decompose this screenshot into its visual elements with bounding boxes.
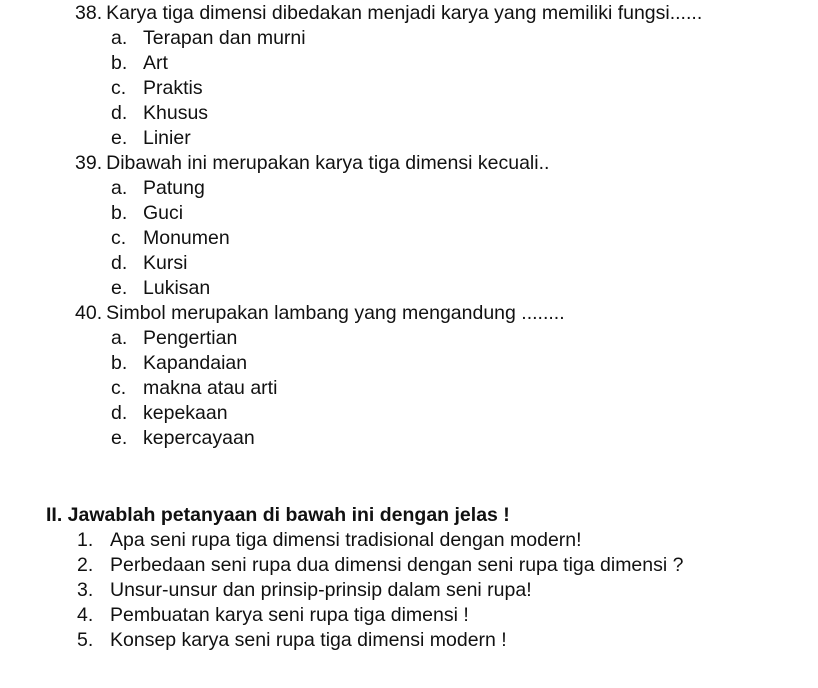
option-text: Guci (143, 202, 184, 224)
essay-text: Apa seni rupa tiga dimensi tradisional dengan modern! (110, 529, 582, 551)
option-text: Praktis (143, 77, 203, 99)
option-letter: b. (111, 352, 128, 374)
question-40 (75, 301, 565, 326)
question-text: Simbol merupakan lambang yang mengandung ........ (106, 302, 565, 324)
option-letter: c. (111, 77, 127, 99)
option-text: Monumen (143, 227, 230, 249)
option-38-d (111, 101, 208, 126)
option-39-a (111, 176, 205, 201)
option-39-c (111, 226, 230, 251)
option-letter: a. (111, 327, 128, 349)
essay-number: 4. (77, 604, 94, 626)
option-letter: d. (111, 252, 128, 274)
option-letter: e. (111, 427, 128, 449)
option-38-b (111, 51, 168, 76)
essay-item-4 (77, 603, 469, 628)
essay-item-3 (77, 578, 532, 603)
option-letter: c. (111, 377, 127, 399)
question-38 (75, 1, 702, 26)
option-letter: c. (111, 227, 127, 249)
option-38-c (111, 76, 203, 101)
essay-number: 5. (77, 629, 94, 651)
option-39-b (111, 201, 183, 226)
question-number: 38. (75, 2, 103, 24)
option-text: kepekaan (143, 402, 228, 424)
question-39 (75, 151, 549, 176)
option-40-e (111, 426, 255, 451)
option-letter: e. (111, 277, 128, 299)
option-letter: b. (111, 202, 128, 224)
option-letter: d. (111, 402, 128, 424)
essay-text: Unsur-unsur dan prinsip-prinsip dalam seni rupa! (110, 579, 532, 601)
option-40-d (111, 401, 228, 426)
option-letter: b. (111, 52, 128, 74)
option-letter: e. (111, 127, 128, 149)
option-text: Kapandaian (143, 352, 248, 374)
essay-item-1 (77, 528, 582, 553)
essay-number: 3. (77, 579, 94, 601)
option-text: Linier (143, 127, 191, 149)
option-letter: a. (111, 177, 128, 199)
option-text: Terapan dan murni (143, 27, 306, 49)
question-text: Karya tiga dimensi dibedakan menjadi karya yang memiliki fungsi...... (106, 2, 703, 24)
option-text: Kursi (143, 252, 188, 274)
option-38-e (111, 126, 191, 151)
question-number: 39. (75, 152, 103, 174)
essay-number: 2. (77, 554, 94, 576)
essay-text: Konsep karya seni rupa tiga dimensi modern ! (110, 629, 507, 651)
option-40-a (111, 326, 237, 351)
option-39-d (111, 251, 187, 276)
essay-item-5 (77, 628, 507, 653)
option-letter: a. (111, 27, 128, 49)
option-39-e (111, 276, 210, 301)
option-40-c (111, 376, 277, 401)
option-text: makna atau arti (143, 377, 278, 399)
option-text: kepercayaan (143, 427, 255, 449)
option-letter: d. (111, 102, 128, 124)
option-text: Khusus (143, 102, 209, 124)
question-text: Dibawah ini merupakan karya tiga dimensi kecuali.. (106, 152, 550, 174)
option-text: Patung (143, 177, 205, 199)
essay-text: Perbedaan seni rupa dua dimensi dengan seni rupa tiga dimensi ? (110, 554, 684, 576)
option-text: Pengertian (143, 327, 238, 349)
essay-number: 1. (77, 529, 94, 551)
section-heading: II. Jawablah petanyaan di bawah ini dengan jelas ! (46, 504, 510, 526)
essay-text: Pembuatan karya seni rupa tiga dimensi ! (110, 604, 469, 626)
option-text: Lukisan (143, 277, 211, 299)
option-40-b (111, 351, 247, 376)
question-number: 40. (75, 302, 103, 324)
option-38-a (111, 26, 306, 51)
essay-item-2 (77, 553, 683, 578)
option-text: Art (143, 52, 168, 74)
